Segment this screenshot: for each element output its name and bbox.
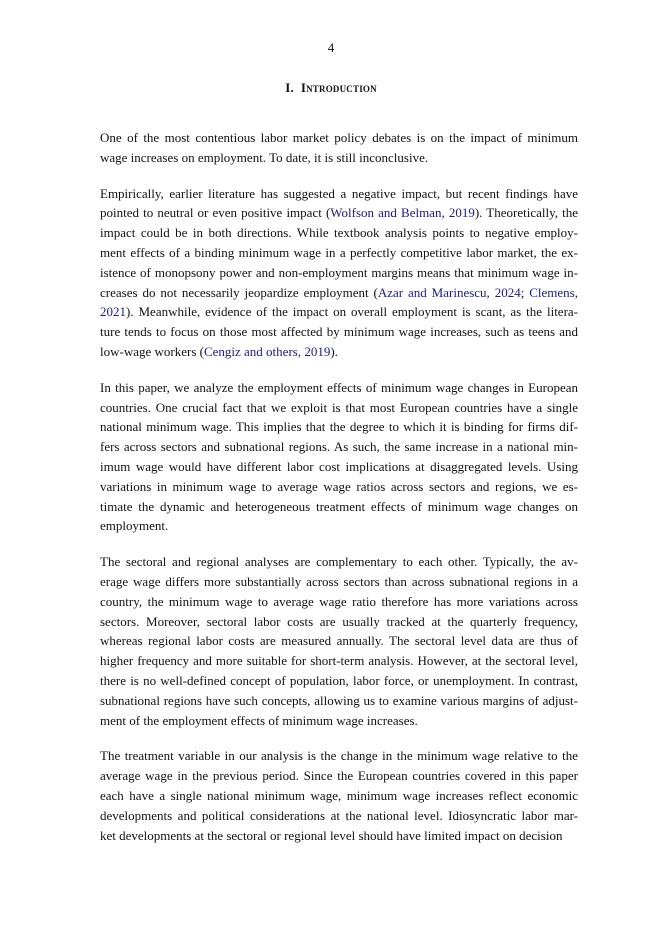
text-line: countries. One crucial fact that we exploit is that most European countries have a single — [100, 399, 578, 415]
text-line: istence of monopsony power and non-employment margins means that minimum wage in- — [100, 264, 578, 280]
text-line: ket developments at the sectoral or regional level should have limited impact on decision — [100, 827, 563, 843]
text-line: In this paper, we analyze the employment effects of minimum wage changes in European — [100, 379, 578, 395]
text-line: creases do not necessarily jeopardize employment (Azar and Marinescu, 2024; Clemens, — [100, 284, 578, 300]
text-line: The sectoral and regional analyses are complementary to each other. Typically, the av- — [100, 554, 578, 570]
text-line: timate the dynamic and heterogeneous treatment effects of minimum wage changes on — [100, 498, 578, 514]
text-line: One of the most contentious labor market policy debates is on the impact of minimum — [100, 130, 578, 145]
text-line: erage wage differs more substantially across sectors than across subnational regions in a — [100, 573, 578, 589]
text-line: The treatment variable in our analysis is the change in the minimum wage relative to the — [100, 748, 578, 764]
text-line: higher frequency and more suitable for short-term analysis. However, at the sectoral level, — [100, 653, 578, 669]
text-line: ment of the employment effects of minimum wage increases. — [100, 712, 418, 728]
text-line: low-wage workers (Cengiz and others, 2019). — [100, 343, 338, 359]
section-numeral: I. — [285, 80, 294, 95]
text-line: sectors. Moreover, sectoral labor costs are usually tracked at the quarterly frequency, — [100, 613, 578, 629]
citation-link[interactable]: Cengiz and others, 2019 — [203, 343, 331, 359]
text-line: ture tends to focus on those most affected by minimum wage increases, such as teens and — [100, 324, 578, 340]
citation-link[interactable]: Wolfson and Belman, 2019 — [330, 205, 475, 221]
text-line: fers across sectors and subnational regions. As such, the same increase in a national min- — [100, 439, 578, 455]
text-line: there is no well-defined concept of population, labor force, or unemployment. In contrast, — [100, 672, 578, 688]
body-text — [100, 128, 578, 861]
paragraph — [100, 552, 578, 730]
text-line: employment. — [100, 518, 169, 534]
text-line: Empirically, earlier literature has suggested a negative impact, but recent findings have — [100, 185, 578, 201]
text-line: national minimum wage. This implies that the degree to which it is binding for firms dif- — [100, 419, 578, 435]
citation-link[interactable]: Clemens, — [529, 284, 578, 300]
text-line: each have a single national minimum wage, minimum wage increases reflect economic — [100, 787, 578, 803]
text-line: wage increases on employment. To date, it is still inconclusive. — [100, 149, 429, 165]
paragraph — [100, 128, 578, 168]
page-number: 4 — [327, 40, 335, 55]
text-line: country, the minimum wage to average wage ratio therefore has more variations across — [100, 593, 578, 609]
text-line: pointed to neutral or even positive impact (Wolfson and Belman, 2019). Theoretically, the — [100, 205, 578, 221]
text-line: imum wage would have different labor cost implications at disaggregated levels. Using — [100, 458, 578, 474]
section-title: Introduction — [300, 80, 377, 95]
paragraph — [100, 184, 578, 362]
text-line: impact could be in both directions. While textbook analysis points to negative employ- — [100, 225, 578, 241]
section-heading — [0, 80, 662, 96]
text-line: subnational regions have such concepts, allowing us to examine various margins of adjust- — [100, 692, 578, 708]
text-line: average wage in the previous period. Since the European countries covered in this paper — [100, 768, 578, 784]
text-line: variations in minimum wage to average wage ratios across sectors and regions, we es- — [100, 478, 578, 494]
citation-link[interactable]: 2021 — [100, 304, 126, 320]
text-line: ment effects of a binding minimum wage in a perfectly competitive labor market, the ex- — [100, 244, 578, 260]
text-line: developments and political considerations at the national level. Idiosyncratic labor mar- — [100, 807, 578, 823]
paragraph — [100, 378, 578, 536]
paragraph — [100, 746, 578, 845]
text-line: 2021). Meanwhile, evidence of the impact on overall employment is scant, as the litera- — [100, 304, 578, 320]
citation-link[interactable]: Azar and Marinescu, 2024 — [377, 284, 521, 300]
text-line: whereas regional labor costs are measured annually. The sectoral level data are thus of — [100, 633, 578, 649]
